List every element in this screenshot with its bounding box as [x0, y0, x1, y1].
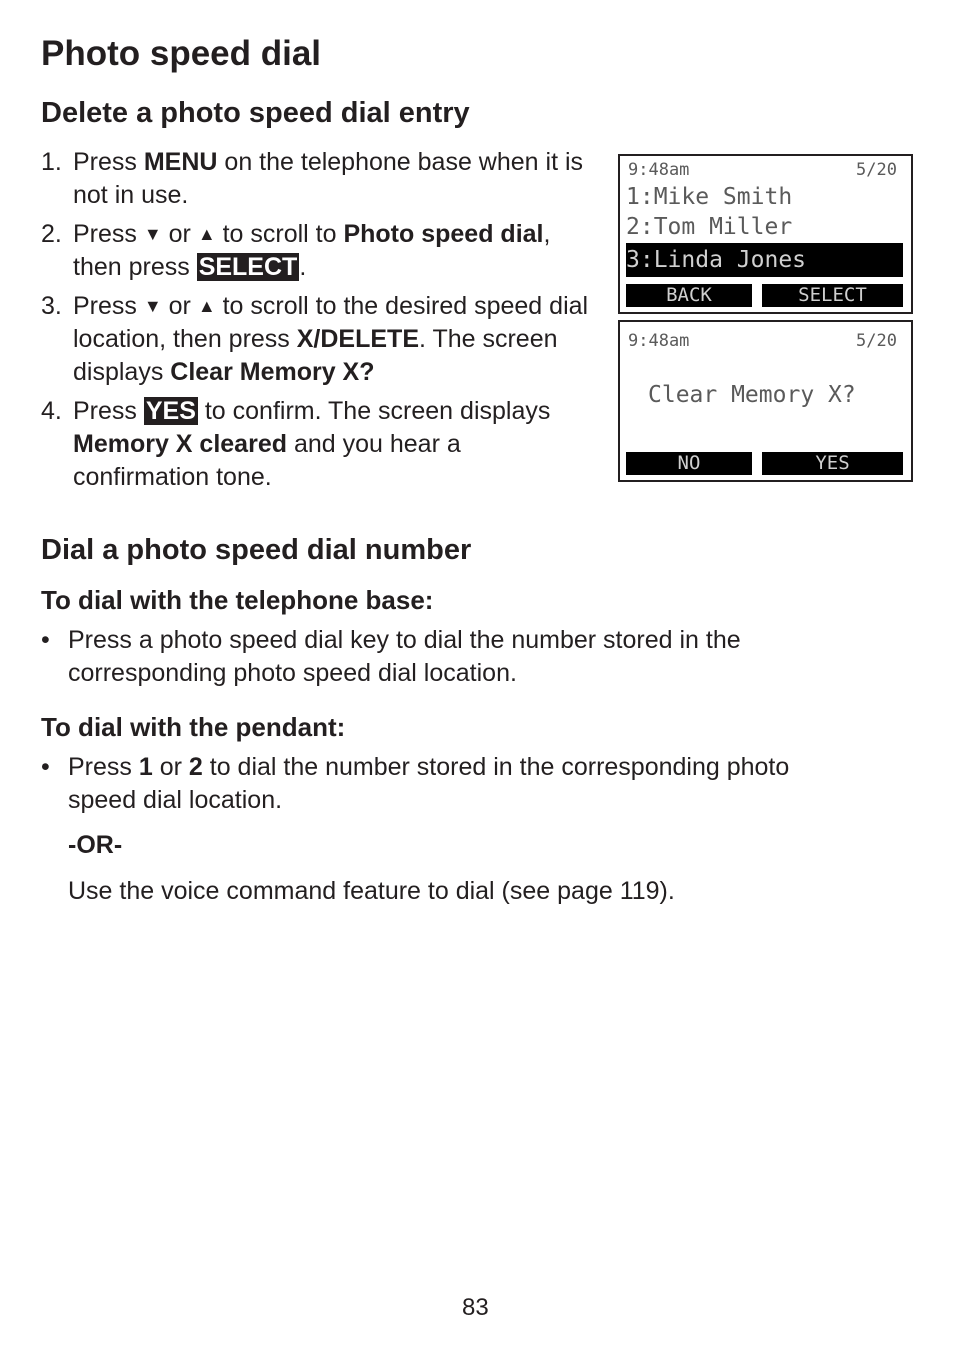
- lcd-screen-confirm: [618, 320, 913, 482]
- base-subheading: To dial with the telephone base:: [41, 585, 434, 615]
- lcd-select-softkey[interactable]: SELECT: [762, 284, 903, 307]
- or-separator: -OR-: [68, 831, 123, 859]
- down-arrow-icon: ▼: [143, 224, 162, 244]
- lcd-no-softkey[interactable]: NO: [626, 452, 752, 475]
- step-2: 2. Press ▼ or ▲ to scroll to Photo speed dial, then press SELECT.: [41, 220, 551, 281]
- lcd-entry: 2:Tom Miller: [626, 214, 793, 240]
- list-item: • Press 1 or 2 to dial the number stored in the corresponding photo speed dial location.: [41, 753, 790, 814]
- voice-command-text: Use the voice command feature to dial (see page 119).: [68, 877, 675, 905]
- yes-softkey-label: YES: [145, 397, 196, 425]
- base-bullet-list: [41, 624, 841, 690]
- lcd-screen-list: [618, 154, 913, 314]
- lcd-count: 5/20: [856, 331, 897, 351]
- step-1: 1. Press MENU on the telephone base when it is not in use.: [41, 148, 584, 209]
- pendant-bullet-list: [41, 751, 861, 817]
- lcd-entry: 1:Mike Smith: [626, 184, 793, 210]
- pendant-subheading: To dial with the pendant:: [41, 712, 346, 742]
- delete-section-heading: Delete a photo speed dial entry: [41, 97, 470, 129]
- up-arrow-icon: ▲: [197, 224, 216, 244]
- up-arrow-icon: ▲: [197, 296, 216, 316]
- lcd-time: 9:48am: [628, 331, 690, 351]
- lcd-time: 9:48am: [628, 160, 690, 180]
- lcd-entry-selected: 3:Linda Jones: [626, 243, 903, 277]
- lcd-message: Clear Memory X?: [648, 382, 856, 408]
- lcd-yes-softkey[interactable]: YES: [762, 452, 903, 475]
- step-4: 4. Press YES to confirm. The screen displays Memory X cleared and you hear a confirmation tone.: [41, 397, 551, 491]
- lcd-count: 5/20: [856, 160, 897, 180]
- page-title: Photo speed dial: [41, 34, 322, 73]
- step-3: 3. Press ▼ or ▲ to scroll to the desired speed dial location, then press X/DELETE. The screen displays Clear Memory X?: [41, 292, 589, 386]
- down-arrow-icon: ▼: [143, 296, 162, 316]
- lcd-back-softkey[interactable]: BACK: [626, 284, 752, 307]
- select-softkey-label: SELECT: [198, 253, 298, 281]
- dial-section-heading: Dial a photo speed dial number: [41, 534, 472, 566]
- delete-steps-list: [41, 146, 601, 500]
- list-item: • Press a photo speed dial key to dial the number stored in the corresponding photo speed dial location.: [41, 626, 741, 687]
- page-number: 83: [462, 1294, 489, 1321]
